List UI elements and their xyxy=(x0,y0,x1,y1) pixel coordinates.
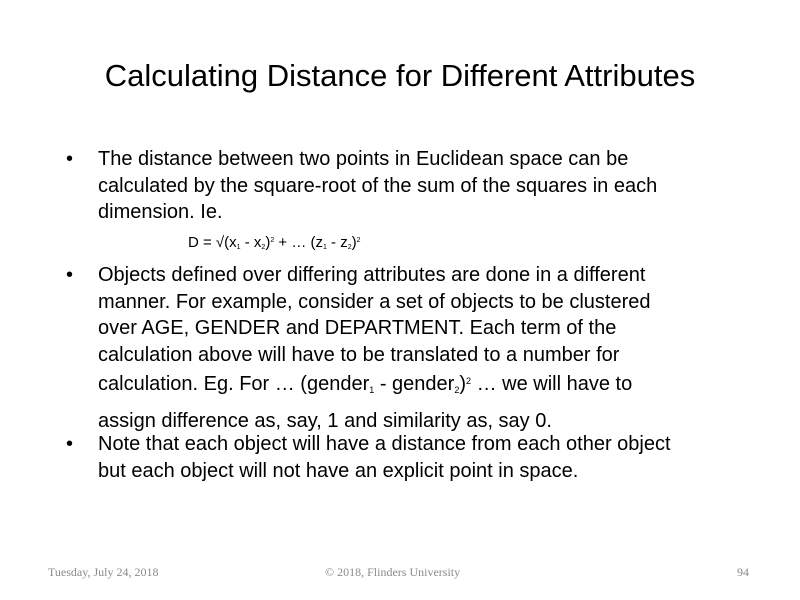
text-line: assign difference as, say, 1 and similarity as, say 0. xyxy=(98,409,552,432)
text-line: Objects defined over differing attributes are done in a different xyxy=(98,264,646,286)
distance-formula: D = √(x1 - x2)$^2$ + … (z1 - z2)$^2$ xyxy=(188,234,361,251)
text-line: calculation above will have to be translated to a number for xyxy=(98,343,620,366)
bullet-dot-icon: • xyxy=(66,148,74,170)
slide-title: Calculating Distance for Different Attributes xyxy=(104,58,696,93)
bullet-dot-icon: • xyxy=(66,264,74,286)
text-line: Note that each object will have a distance from each other object xyxy=(98,433,671,455)
page-number: 94 xyxy=(737,565,749,579)
bullet-dot-icon: • xyxy=(66,433,74,455)
text-line: dimension. Ie. xyxy=(98,201,223,223)
text-line: calculated by the square-root of the sum of the squares in each xyxy=(98,174,658,197)
bullet-text xyxy=(98,431,738,484)
bullet-text xyxy=(98,146,738,226)
bullet-text xyxy=(98,262,738,434)
text-line: but each object will not have an explicit point in space. xyxy=(98,459,579,482)
text-line: The distance between two points in Euclidean space can be xyxy=(98,148,629,170)
footer-date: Tuesday, July 24, 2018 xyxy=(48,565,159,579)
text-line: calculation. Eg. For … (gender$_1$ - gender$_2$)$^2$ … we will have to xyxy=(98,373,633,395)
text-line: over AGE, GENDER and DEPARTMENT. Each term of the xyxy=(98,317,617,339)
text-line: manner. For example, consider a set of objects to be clustered xyxy=(98,290,651,313)
footer-copyright: © 2018, Flinders University xyxy=(325,565,461,579)
